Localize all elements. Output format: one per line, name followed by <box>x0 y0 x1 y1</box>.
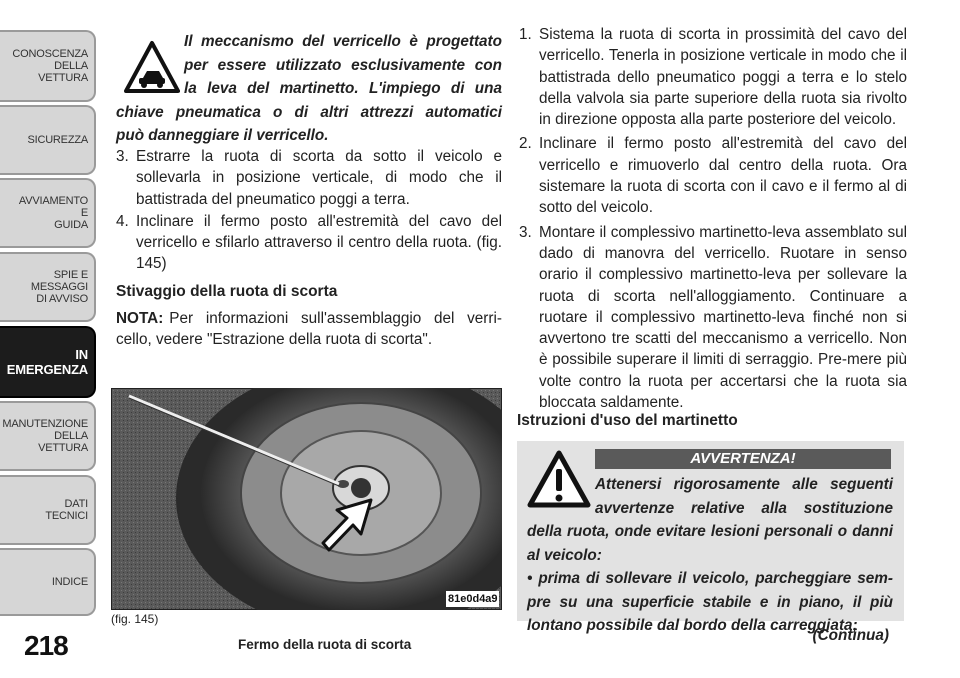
warning-line: lontano possibile dal bordo della carreggiata; <box>527 617 858 634</box>
tab-spie-e-messaggi[interactable] <box>0 252 96 322</box>
warning-header: AVVERTENZA! <box>595 449 891 469</box>
chapter-sidebar <box>0 0 100 678</box>
tab-manutenzione-della-vettura[interactable] <box>0 401 96 471</box>
tab-label-line: EMERGENZA <box>6 362 88 377</box>
step-number: 3. <box>116 148 129 165</box>
step-text: Montare il complessivo martinetto-leva assemblato sul dado di manovra del verricello. Ruotare in senso orario il complessivo martinetto-leva per sollevare la ruota di scorta nell'alloggiamento. Continuare a ruotare il complessivo martinetto-leva finché non si avvertono tre scatti del meccanismo a verricello. Non è possibile superare il limiti di serraggio. Pre-mere più volte contro la ruota per accertarsi che la ruota sia bloccata saldamente. <box>539 223 907 412</box>
tab-sicurezza[interactable] <box>0 105 96 175</box>
tab-label-line: E <box>80 207 88 219</box>
step-text: Sistema la ruota di scorta in prossimità del cavo del verricello. Tenerla in posizione verticale in modo che il battistrada dello pneumatico poggi a terra e lo stelo della valvola sia parte superiore della ruota sia rivolto in direzione opposta alla parte posteriore del veicolo. <box>539 26 907 129</box>
warning-line: • prima di sollevare il veicolo, parcheggiare sem- <box>527 570 893 587</box>
tab-label-line: VETTURA <box>38 442 88 454</box>
warning-line: la leva del martinetto. L'impiego di una <box>184 80 502 97</box>
step-number: 3. <box>519 223 532 241</box>
step-text: Inclinare il fermo posto all'estremità del cavo del verricello e rimuoverlo dal centro della ruota. Ora sistemare la ruota di scorta con il cavo e il fermo al di sotto del veicolo. <box>539 135 907 217</box>
tab-in-emergenza[interactable] <box>0 326 96 398</box>
warning-line: Attenersi rigorosamente alle seguenti <box>595 476 893 493</box>
tab-label-line: DELLA <box>54 430 88 442</box>
tab-conoscenza-della-vettura[interactable] <box>0 30 96 102</box>
warning-line: avvertenze relative alla sostituzione <box>595 499 893 517</box>
jack-warning-box <box>517 441 904 634</box>
warning-line: Il meccanismo del verricello è progettato <box>184 33 502 50</box>
step-number: 1. <box>519 26 532 43</box>
list-item <box>519 133 907 218</box>
warning-line: per essere utilizzato esclusivamente con <box>184 56 502 74</box>
warning-car-icon <box>124 40 180 94</box>
note-text: Per informazioni sull'assemblaggio del verri-cello, vedere "Estrazione della ruota di scorta". <box>116 310 502 349</box>
tab-label-line: IN <box>75 347 88 362</box>
figure-code: 81e0d4a9 <box>448 593 498 605</box>
page-number: 218 <box>24 630 68 661</box>
tab-label-line: VETTURA <box>38 72 88 84</box>
tab-avviamento-e-guida[interactable] <box>0 178 96 248</box>
right-steps-list <box>519 24 907 414</box>
list-item <box>519 24 907 130</box>
tab-indice[interactable] <box>0 548 96 616</box>
tab-label-line: SICUREZZA <box>27 134 88 146</box>
step-number: 4. <box>116 212 129 230</box>
tab-label-line: DI AVVISO <box>36 293 88 305</box>
tab-label-line: AVVIAMENTO <box>18 195 88 207</box>
section-title-stivaggio: Stivaggio della ruota di scorta <box>116 282 338 300</box>
list-item <box>519 222 907 414</box>
spare-wheel-illustration <box>111 388 502 610</box>
tab-dati-tecnici[interactable] <box>0 475 96 545</box>
left-steps-list <box>116 146 502 302</box>
note-label: NOTA: <box>116 310 164 327</box>
figure-caption: Fermo della ruota di scorta <box>238 637 412 652</box>
tab-label-line: DELLA <box>54 60 88 72</box>
list-item <box>116 211 502 275</box>
warning-line: della ruota, onde evitare lesioni personali o danni <box>527 523 893 540</box>
figure-label: (fig. 145) <box>111 612 159 626</box>
list-item <box>116 146 502 210</box>
tab-label-line: CONOSCENZA <box>12 48 88 60</box>
continue-label: (Continua) <box>812 627 889 644</box>
tab-label-line: GUIDA <box>54 219 88 231</box>
tab-label-line: DATI <box>64 498 88 510</box>
step-text: Estrarre la ruota di scorta da sotto il veicolo e sollevarla in posizione verticale, di modo che il battistrada del pneumatico poggi a terra. <box>136 148 502 208</box>
spare-wheel-figure <box>111 388 502 610</box>
warning-line: pre su una superficie stabile e in piano, il più <box>527 593 893 611</box>
note-paragraph <box>116 308 502 351</box>
section-title-martinetto: Istruzioni d'uso del martinetto <box>517 412 738 429</box>
tab-label-line: SPIE E <box>53 269 88 281</box>
tab-label-line: MANUTENZIONE <box>2 418 88 430</box>
step-text: Inclinare il fermo posto all'estremità del cavo del verricello e sfilarlo attraverso il centro della ruota. (fig. 145) <box>136 212 502 273</box>
warning-line: chiave pneumatica o di altri attrezzi automatici <box>116 103 502 121</box>
step-number: 2. <box>519 135 532 153</box>
tab-label-line: TECNICI <box>45 510 88 522</box>
tab-label-line: MESSAGGI <box>30 281 88 293</box>
warning-line: al veicolo: <box>527 546 602 564</box>
warning-line: può danneggiare il verricello. <box>116 127 329 144</box>
winch-warning <box>116 30 502 148</box>
tab-label-line: INDICE <box>51 576 88 588</box>
